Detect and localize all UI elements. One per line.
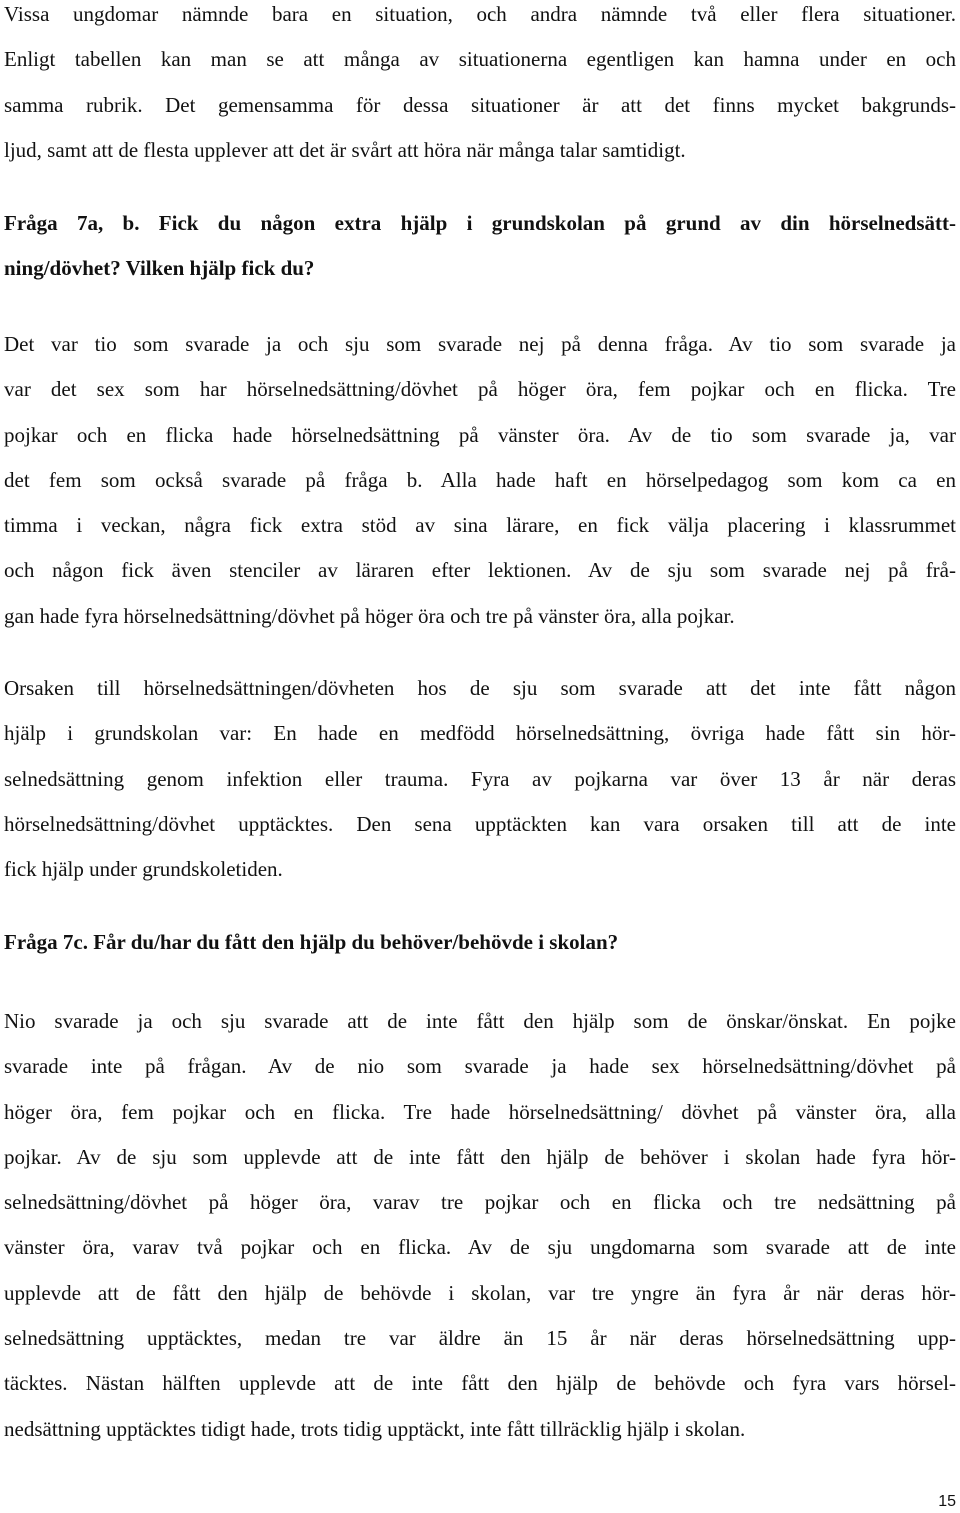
question-7c-heading (4, 920, 956, 965)
text-line: upplevde att de fått den hjälp de behövde i skolan, var tre yngre än fyra år när deras hör- (4, 1280, 956, 1305)
text-line: och någon fick även stenciler av läraren efter lektionen. Av de sju som svarade nej på frå- (4, 558, 956, 583)
text-line: det fem som också svarade på fråga b. Alla hade haft en hörselpedagog som kom ca en (4, 467, 956, 492)
text-line: timma i veckan, några fick extra stöd av sina lärare, en fick välja placering i klassrummet (4, 513, 956, 538)
text-line: vänster öra, varav två pojkar och en flicka. Av de sju ungdomarna som svarade att de inte (4, 1235, 956, 1260)
intro-paragraph (4, 0, 956, 173)
text-line: pojkar. Av de sju som upplevde att de inte fått den hjälp de behöver i skolan hade fyra hör- (4, 1144, 956, 1169)
text-line: täcktes. Nästan hälften upplevde att de inte fått den hjälp de behövde och fyra vars hörsel- (4, 1371, 956, 1396)
text-line: höger öra, fem pojkar och en flicka. Tre hade hörselnedsättning/ dövhet på vänster öra, alla (4, 1099, 956, 1124)
text-line: selnedsättning genom infektion eller trauma. Fyra av pojkarna var över 13 år när deras (4, 766, 956, 791)
answer-7c-paragraph (4, 999, 956, 1452)
text-line: var det sex som har hörselnedsättning/dövhet på höger öra, fem pojkar och en flicka. Tre (4, 377, 956, 402)
text-line: Enligt tabellen kan man se att många av situationerna egentligen kan hamna under en och (4, 47, 956, 72)
text-line: Det var tio som svarade ja och sju som svarade nej på denna fråga. Av tio som svarade ja (4, 332, 956, 356)
page-number: 15 (938, 1493, 956, 1510)
text-line: pojkar och en flicka hade hörselnedsättning på vänster öra. Av de tio som svarade ja, var (4, 422, 956, 447)
text-line: hörselnedsättning/dövhet upptäcktes. Den sena upptäckten kan vara orsaken till att de inte (4, 811, 956, 836)
text-line: Orsaken till hörselnedsättningen/dövheten hos de sju som svarade att det inte fått någon (4, 676, 956, 700)
text-line: selnedsättning upptäcktes, medan tre var äldre än 15 år när deras hörselnedsättning upp- (4, 1326, 956, 1351)
heading-line: Fråga 7a, b. Fick du någon extra hjälp i grundskolan på grund av din hörselnedsätt- (4, 211, 956, 235)
text-line: hjälp i grundskolan var: En hade en medfödd hörselnedsättning, övriga hade fått sin hör- (4, 721, 956, 746)
text-line: fick hjälp under grundskoletiden. (4, 857, 283, 882)
question-7ab-heading (4, 201, 956, 292)
text-line: selnedsättning/dövhet på höger öra, varav tre pojkar och en flicka och tre nedsättning på (4, 1190, 956, 1215)
text-line: ljud, samt att de flesta upplever att det är svårt att höra när många talar samtidigt. (4, 137, 686, 162)
text-line: nedsättning upptäcktes tidigt hade, trots tidig upptäckt, inte fått tillräcklig hjälp i skolan. (4, 1416, 746, 1441)
text-line: svarade inte på frågan. Av de nio som svarade ja hade sex hörselnedsättning/dövhet på (4, 1054, 956, 1079)
text-line: gan hade fyra hörselnedsättning/dövhet på höger öra och tre på vänster öra, alla pojkar. (4, 603, 735, 628)
text-line: Nio svarade ja och sju svarade att de inte fått den hjälp som de önskar/önskat. En pojke (4, 1009, 956, 1033)
cause-paragraph (4, 666, 956, 892)
heading-line: Fråga 7c. Får du/har du fått den hjälp du behöver/behövde i skolan? (4, 930, 619, 954)
text-line: samma rubrik. Det gemensamma för dessa situationer är att det finns mycket bakgrunds- (4, 92, 956, 117)
heading-line: ning/dövhet? Vilken hjälp fick du? (4, 256, 315, 281)
text-line: Vissa ungdomar nämnde bara en situation, och andra nämnde två eller flera situationer. (4, 2, 956, 26)
answer-7ab-paragraph (4, 322, 956, 639)
